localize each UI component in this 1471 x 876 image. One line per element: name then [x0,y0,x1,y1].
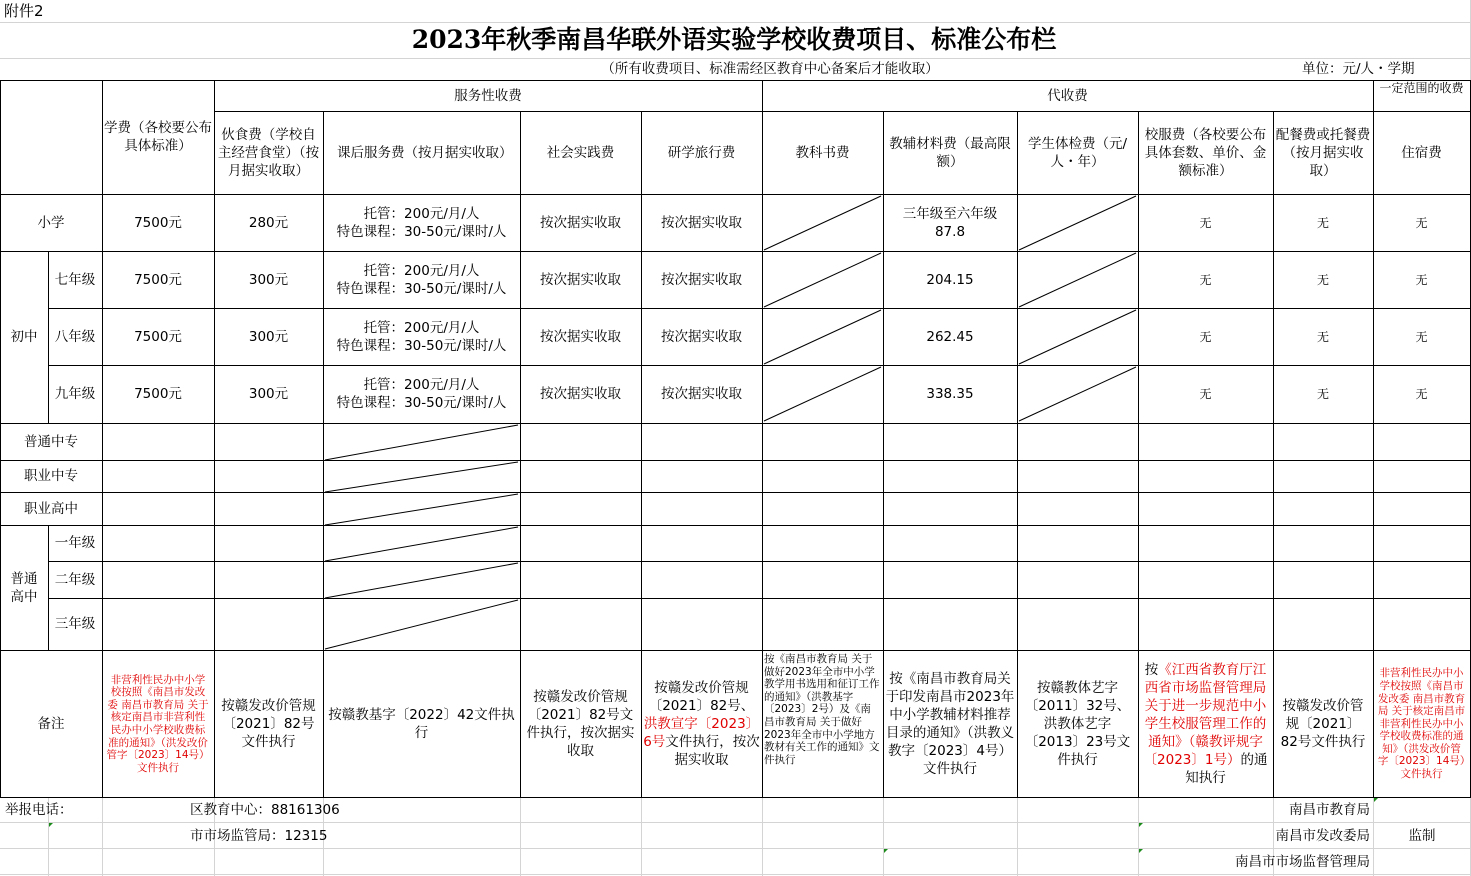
row-label-vocational-high: 职业高中 [24,500,78,517]
row-label-ordinary-secondary: 普通中专 [24,433,78,450]
grade9-aux-material: 338.35 [926,386,974,402]
primary-meal: 280元 [248,214,289,231]
grade8-afterschool [323,308,520,365]
header-tuition: 学费（各校要公布具体标准） [104,120,212,154]
grade7-tuition: 7500元 [134,271,182,288]
cell-marker [49,823,53,827]
row-label-primary: 小学 [37,214,65,231]
remark-uniform-part2: 《江西省教育厅江西省市场监督管理局关于进一步规范中小学生校服管理工作的通知》（赣教评规字〔2023〕1号） [1143,662,1267,768]
grade9-meal: 300元 [248,386,289,402]
grade8-study-tour: 按次据实收取 [661,328,742,345]
grade7-meal: 300元 [248,271,289,288]
grade9-tuition: 7500元 [134,386,182,402]
header-textbook: 教科书费 [795,144,850,161]
remark-study-tour [641,651,762,797]
row-label-grade12: 三年级 [54,616,96,632]
remark-uniform-part1: 按 [1144,662,1159,678]
remark-textbook: 按《南昌市教育局 关于做好2023年全市中小学教学用书选用和征订工作的通知》（洪教基字〔2023〕2号）及《南昌市教育局 关于做好2023年全市中小学地方教材有关工作的通知》文件执行 [764,653,880,766]
attachment-label: 附件2 [4,2,44,20]
grade7-uniform: 无 [1199,272,1212,287]
grade9-special-course-fee: 特色课程：30-50元/课时/人 [336,395,507,411]
remark-meal: 按赣发改价管规〔2021〕82号文件执行 [221,698,316,750]
grade9-study-tour: 按次据实收取 [661,386,742,402]
grade7-catering: 无 [1316,272,1329,287]
grade8-care-fee: 托管：200元/月/人 [363,319,480,336]
header-accommodation: 住宿费 [1401,144,1442,161]
supervised-label: 监制 [1408,827,1436,844]
cell-marker [1374,798,1378,802]
grade8-uniform: 无 [1199,329,1212,344]
grade8-special-course-fee: 特色课程：30-50元/课时/人 [336,337,507,354]
afterschool-na-slashes [323,423,520,650]
header-social-practice: 社会实践费 [546,144,615,161]
grade8-catering: 无 [1316,329,1329,344]
page-subtitle: （所有收费项目、标准需经区教育中心备案后才能收取） [601,61,939,77]
primary-special-course-fee: 特色课程：30-50元/课时/人 [336,223,507,240]
remark-uniform [1138,651,1273,797]
header-meal: 伙食费（学校自主经营食堂）（按月据实收取） [217,126,320,179]
row-label-grade8: 八年级 [54,328,96,345]
group-certain-fees: 一定范围的收费 [1379,81,1464,95]
org-market-supervision: 南昌市市场监督管理局 [1235,853,1370,870]
row-label-remarks: 备注 [37,715,65,732]
health-check-na-slashes [1017,194,1138,423]
cell-marker [884,849,888,853]
row-label-vocational-secondary: 职业中专 [24,468,78,484]
header-catering: 配餐费或托餐费（按月据实收取） [1275,126,1371,179]
group-service-fees: 服务性收费 [454,87,522,104]
grade8-aux-material: 262.45 [926,328,974,345]
grade7-accommodation: 无 [1415,272,1428,287]
remark-study-tour-part2: 洪教宣字〔2023〕6号 [643,716,760,750]
row-label-grade11: 二年级 [54,571,96,588]
grade9-care-fee: 托管：200元/月/人 [363,377,480,393]
remark-tuition: 非营利性民办中小学校按照《南昌市发改委 南昌市教育局 关于核定南昌市非营利性民办中小学校收费标准的通知》（洪发改价管字〔2023〕14号）文件执行 [106,673,210,774]
row-label-grade9: 九年级 [54,386,96,402]
org-development-reform: 南昌市发改委局 [1275,827,1370,844]
unit-label: 单位：元/人・学期 [1302,61,1415,77]
primary-uniform: 无 [1199,215,1212,230]
row-label-senior-high: 普通 高中 [10,570,38,605]
grade8-accommodation: 无 [1415,329,1428,344]
remark-catering: 按赣发改价管规〔2021〕82号文件执行 [1280,698,1366,750]
grade9-catering: 无 [1316,387,1329,401]
market-bureau-phone: 市市场监管局：12315 [190,827,328,844]
header-afterschool: 课后服务费（按月据实收取） [337,144,513,161]
header-uniform: 校服费（各校要公布具体套数、单价、金额标准） [1144,126,1267,179]
row-label-grade10: 一年级 [54,535,96,551]
header-health-check: 学生体检费（元/人・年） [1027,135,1128,170]
primary-tuition: 7500元 [134,214,182,231]
grade9-social: 按次据实收取 [540,386,621,402]
group-agency-fees: 代收费 [1047,87,1088,104]
primary-study-tour: 按次据实收取 [661,214,742,231]
remark-afterschool: 按赣教基字〔2022〕42文件执行 [328,707,515,741]
remark-aux-material: 按《南昌市教育局关于印发南昌市2023年中小学教辅材料推荐目录的通知》（洪教义教字〔2023〕4号）文件执行 [885,671,1015,777]
row-label-grade7: 七年级 [54,271,96,288]
edu-center-phone: 区教育中心：88161306 [190,802,340,818]
primary-catering: 无 [1316,215,1329,230]
grade7-aux-material: 204.15 [926,271,974,288]
remark-accommodation: 非营利性民办中小学校按照《南昌市发改委 南昌市教育局 关于核定南昌市非营利性民办中小学校收费标准的通知》（洪发改价管字〔2023〕14号）文件执行 [1377,667,1466,781]
textbook-na-slashes [762,194,883,423]
report-phone-label: 举报电话： [5,802,73,818]
grade9-afterschool [323,365,520,423]
remark-study-tour-part3: 文件执行，按次据实收取 [665,734,760,768]
grade8-social: 按次据实收取 [540,328,621,345]
grade8-tuition: 7500元 [134,328,182,345]
primary-social: 按次据实收取 [540,214,621,231]
cell-marker [1139,849,1143,853]
remark-uniform-part3: 的通知执行 [1185,752,1268,786]
cell-marker [1139,823,1143,827]
org-education-bureau: 南昌市教育局 [1289,802,1370,818]
primary-aux-material: 三年级至六年级 87.8 [902,205,998,240]
remark-health-check: 按赣教体艺字〔2011〕32号、洪教体艺字〔2013〕23号文件执行 [1024,680,1131,768]
grade7-special-course-fee: 特色课程：30-50元/课时/人 [336,280,507,297]
grade9-accommodation: 无 [1415,387,1428,401]
grade7-care-fee: 托管：200元/月/人 [363,262,480,279]
grade7-afterschool [323,251,520,308]
primary-accommodation: 无 [1415,215,1428,230]
remark-study-tour-part1: 按赣发改价管规〔2021〕82号、 [648,680,755,714]
primary-afterschool [323,194,520,251]
primary-care-fee: 托管：200元/月/人 [363,205,480,222]
header-aux-material: 教辅材料费（最高限额） [889,135,1011,170]
grade9-uniform: 无 [1199,387,1212,401]
header-study-tour: 研学旅行费 [667,144,736,161]
grade7-study-tour: 按次据实收取 [661,271,742,288]
grade7-social: 按次据实收取 [540,271,621,288]
row-label-junior: 初中 [10,329,38,345]
remark-social: 按赣发改价管规〔2021〕82号文件执行，按次据实收取 [526,689,635,759]
grade8-meal: 300元 [248,328,289,345]
page-title: 2023年秋季南昌华联外语实验学校收费项目、标准公布栏 [411,25,1057,54]
